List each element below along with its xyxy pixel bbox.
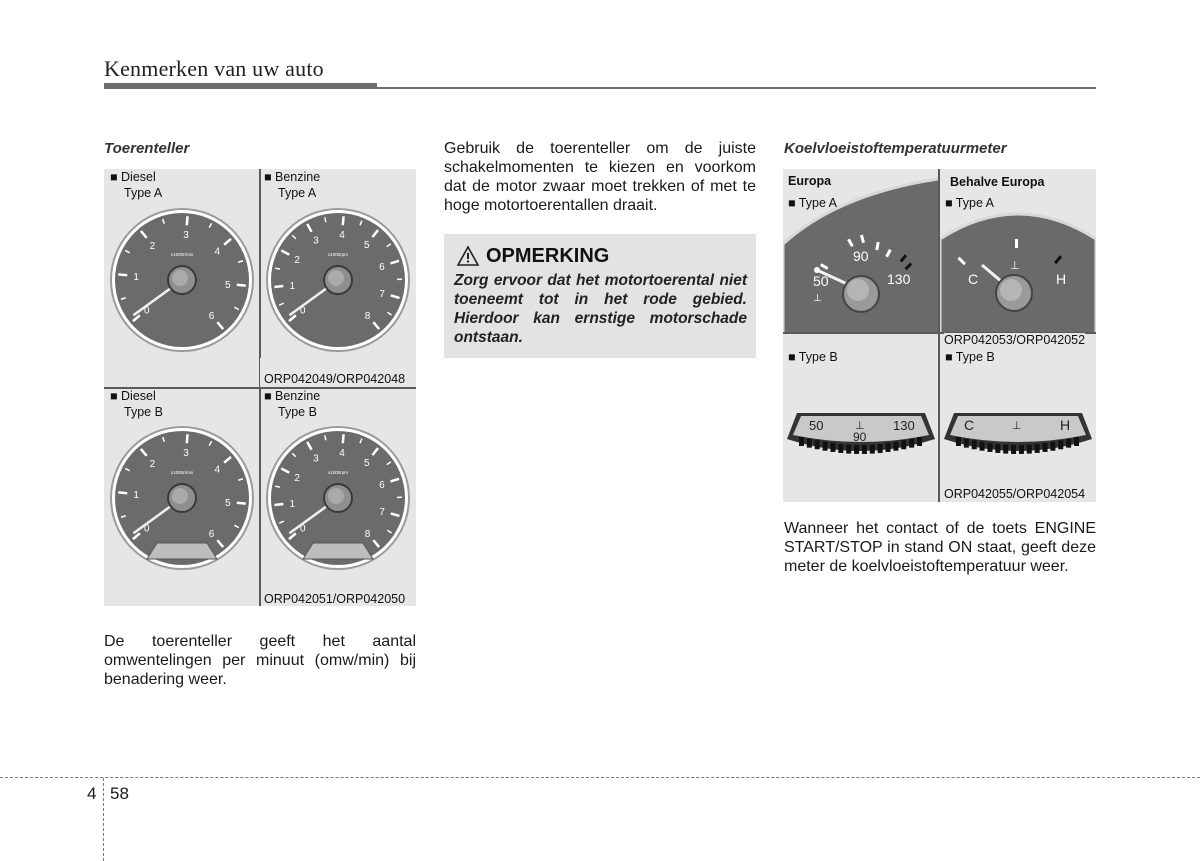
coolant-gauge-other-type-b	[942, 405, 1094, 465]
tachometer-description: De toerenteller geeft het aantal omwentelingen per minuut (omw/min) bij benadering weer.	[104, 633, 416, 688]
tick-label: 1	[289, 281, 296, 293]
unit-label: x1000r/min	[170, 252, 194, 257]
tick-label: 4	[339, 448, 345, 460]
header-rule	[104, 83, 377, 89]
tick-label: 5	[225, 280, 231, 292]
warning-icon	[456, 245, 480, 267]
figure-code: ORP042053/ORP042052	[944, 333, 1086, 347]
page-header-title: Kenmerken van uw auto	[104, 56, 324, 81]
tick-label: 0	[299, 523, 306, 535]
coolant-section-title: Koelvloeistoftemperatuurmeter	[784, 140, 1007, 157]
tick-label: 8	[364, 311, 371, 323]
gauge-label-90: 90	[853, 248, 869, 264]
unit-label: x1000rpm	[327, 470, 349, 475]
tachometer-gauge	[265, 207, 411, 353]
tick-label: 0	[143, 305, 150, 317]
svg-text:C: C	[964, 417, 975, 433]
tick-label: 6	[208, 311, 215, 323]
gauge-label-50: 50	[813, 273, 829, 289]
footer-divider	[0, 777, 1200, 778]
tick-label: 1	[289, 499, 296, 511]
tick-label: 3	[183, 448, 189, 460]
panel-label: ■ Type B	[945, 350, 995, 364]
panel-label: ■ Type A	[788, 196, 838, 210]
tachometer-figure	[104, 169, 416, 606]
page-number: 58	[110, 784, 129, 803]
coolant-figure	[783, 169, 1096, 502]
svg-text:H: H	[1060, 417, 1071, 433]
section-number: 4	[87, 784, 97, 803]
svg-text:⊥: ⊥	[813, 293, 822, 304]
tick-label: 4	[339, 230, 345, 242]
tick-label: 7	[379, 506, 385, 518]
svg-text:90: 90	[853, 430, 867, 444]
gauge-label-c: C	[968, 271, 979, 287]
panel-label: ■ Diesel Type A	[110, 170, 163, 200]
svg-text:130: 130	[893, 418, 915, 433]
header-rule-thin	[377, 87, 1096, 89]
coolant-gauge-europe-type-b	[785, 405, 937, 465]
column-header-europe: Europa	[788, 174, 832, 188]
svg-text:⊥: ⊥	[1010, 259, 1020, 272]
gauge-label-h: H	[1056, 271, 1067, 287]
tick-label: 2	[294, 472, 300, 484]
tick-label: 6	[379, 480, 385, 492]
svg-text:50: 50	[809, 418, 824, 433]
tachometer-section-title: Toerenteller	[104, 140, 190, 157]
tick-label: 0	[299, 305, 306, 317]
panel-label: ■ Type A	[945, 196, 995, 210]
unit-label: x1000rpm	[327, 252, 349, 257]
figure-code: ORP042055/ORP042054	[944, 487, 1086, 501]
note-title: OPMERKING	[486, 245, 610, 267]
figure-code: ORP042049/ORP042048	[264, 372, 406, 386]
tick-label: 4	[214, 464, 221, 476]
column-header-other: Behalve Europa	[950, 175, 1045, 189]
tick-label: 0	[143, 523, 150, 535]
panel-label: ■ Benzine Type A	[264, 170, 321, 200]
tachometer-gauge	[109, 207, 255, 353]
tachometer-gauge	[109, 425, 255, 571]
tick-label: 3	[313, 235, 319, 247]
tick-label: 1	[133, 489, 139, 501]
coolant-gauge-other-type-a	[940, 169, 1096, 332]
tick-label: 2	[149, 240, 156, 252]
tachometer-gauge	[265, 425, 411, 571]
tick-label: 5	[364, 458, 370, 470]
panel-label: ■ Benzine Type B	[264, 389, 321, 419]
svg-text:⊥: ⊥	[1012, 419, 1022, 432]
gauge-label-130: 130	[887, 271, 911, 287]
tick-label: 1	[133, 271, 139, 283]
tick-label: 6	[208, 529, 215, 541]
tick-label: 3	[313, 453, 319, 465]
tick-label: 5	[364, 240, 370, 252]
footer-divider-vertical	[103, 778, 104, 861]
tick-label: 2	[294, 254, 300, 266]
coolant-description: Wanneer het contact of de toets ENGINE START/STOP in stand ON staat, geeft deze meter de koelvloeistoftemperatuur weer.	[784, 520, 1096, 575]
svg-text:⊥: ⊥	[855, 419, 865, 432]
figure-code: ORP042051/ORP042050	[264, 592, 406, 606]
tick-label: 3	[183, 230, 189, 242]
note-box	[444, 234, 756, 358]
tick-label: 4	[214, 246, 221, 258]
tick-label: 5	[225, 498, 231, 510]
tick-label: 8	[364, 529, 371, 541]
panel-label: ■ Type B	[788, 350, 838, 364]
coolant-gauge-europe-type-a	[783, 169, 938, 332]
tick-label: 2	[149, 458, 156, 470]
note-text: Zorg ervoor dat het motortoerental niet toeneemt tot in het rode gebied. Hierdoor kan ernstige motorschade ontstaan.	[454, 272, 747, 346]
tick-label: 6	[379, 262, 385, 274]
unit-label: x1000r/min	[170, 470, 194, 475]
tick-label: 7	[379, 288, 385, 300]
panel-label: ■ Diesel Type B	[110, 389, 163, 419]
tachometer-intro: Gebruik de toerenteller om de juiste schakelmomenten te kiezen en voorkom dat de motor zwaar moet trekken of met te hoge motortoerentallen draait.	[444, 140, 756, 214]
